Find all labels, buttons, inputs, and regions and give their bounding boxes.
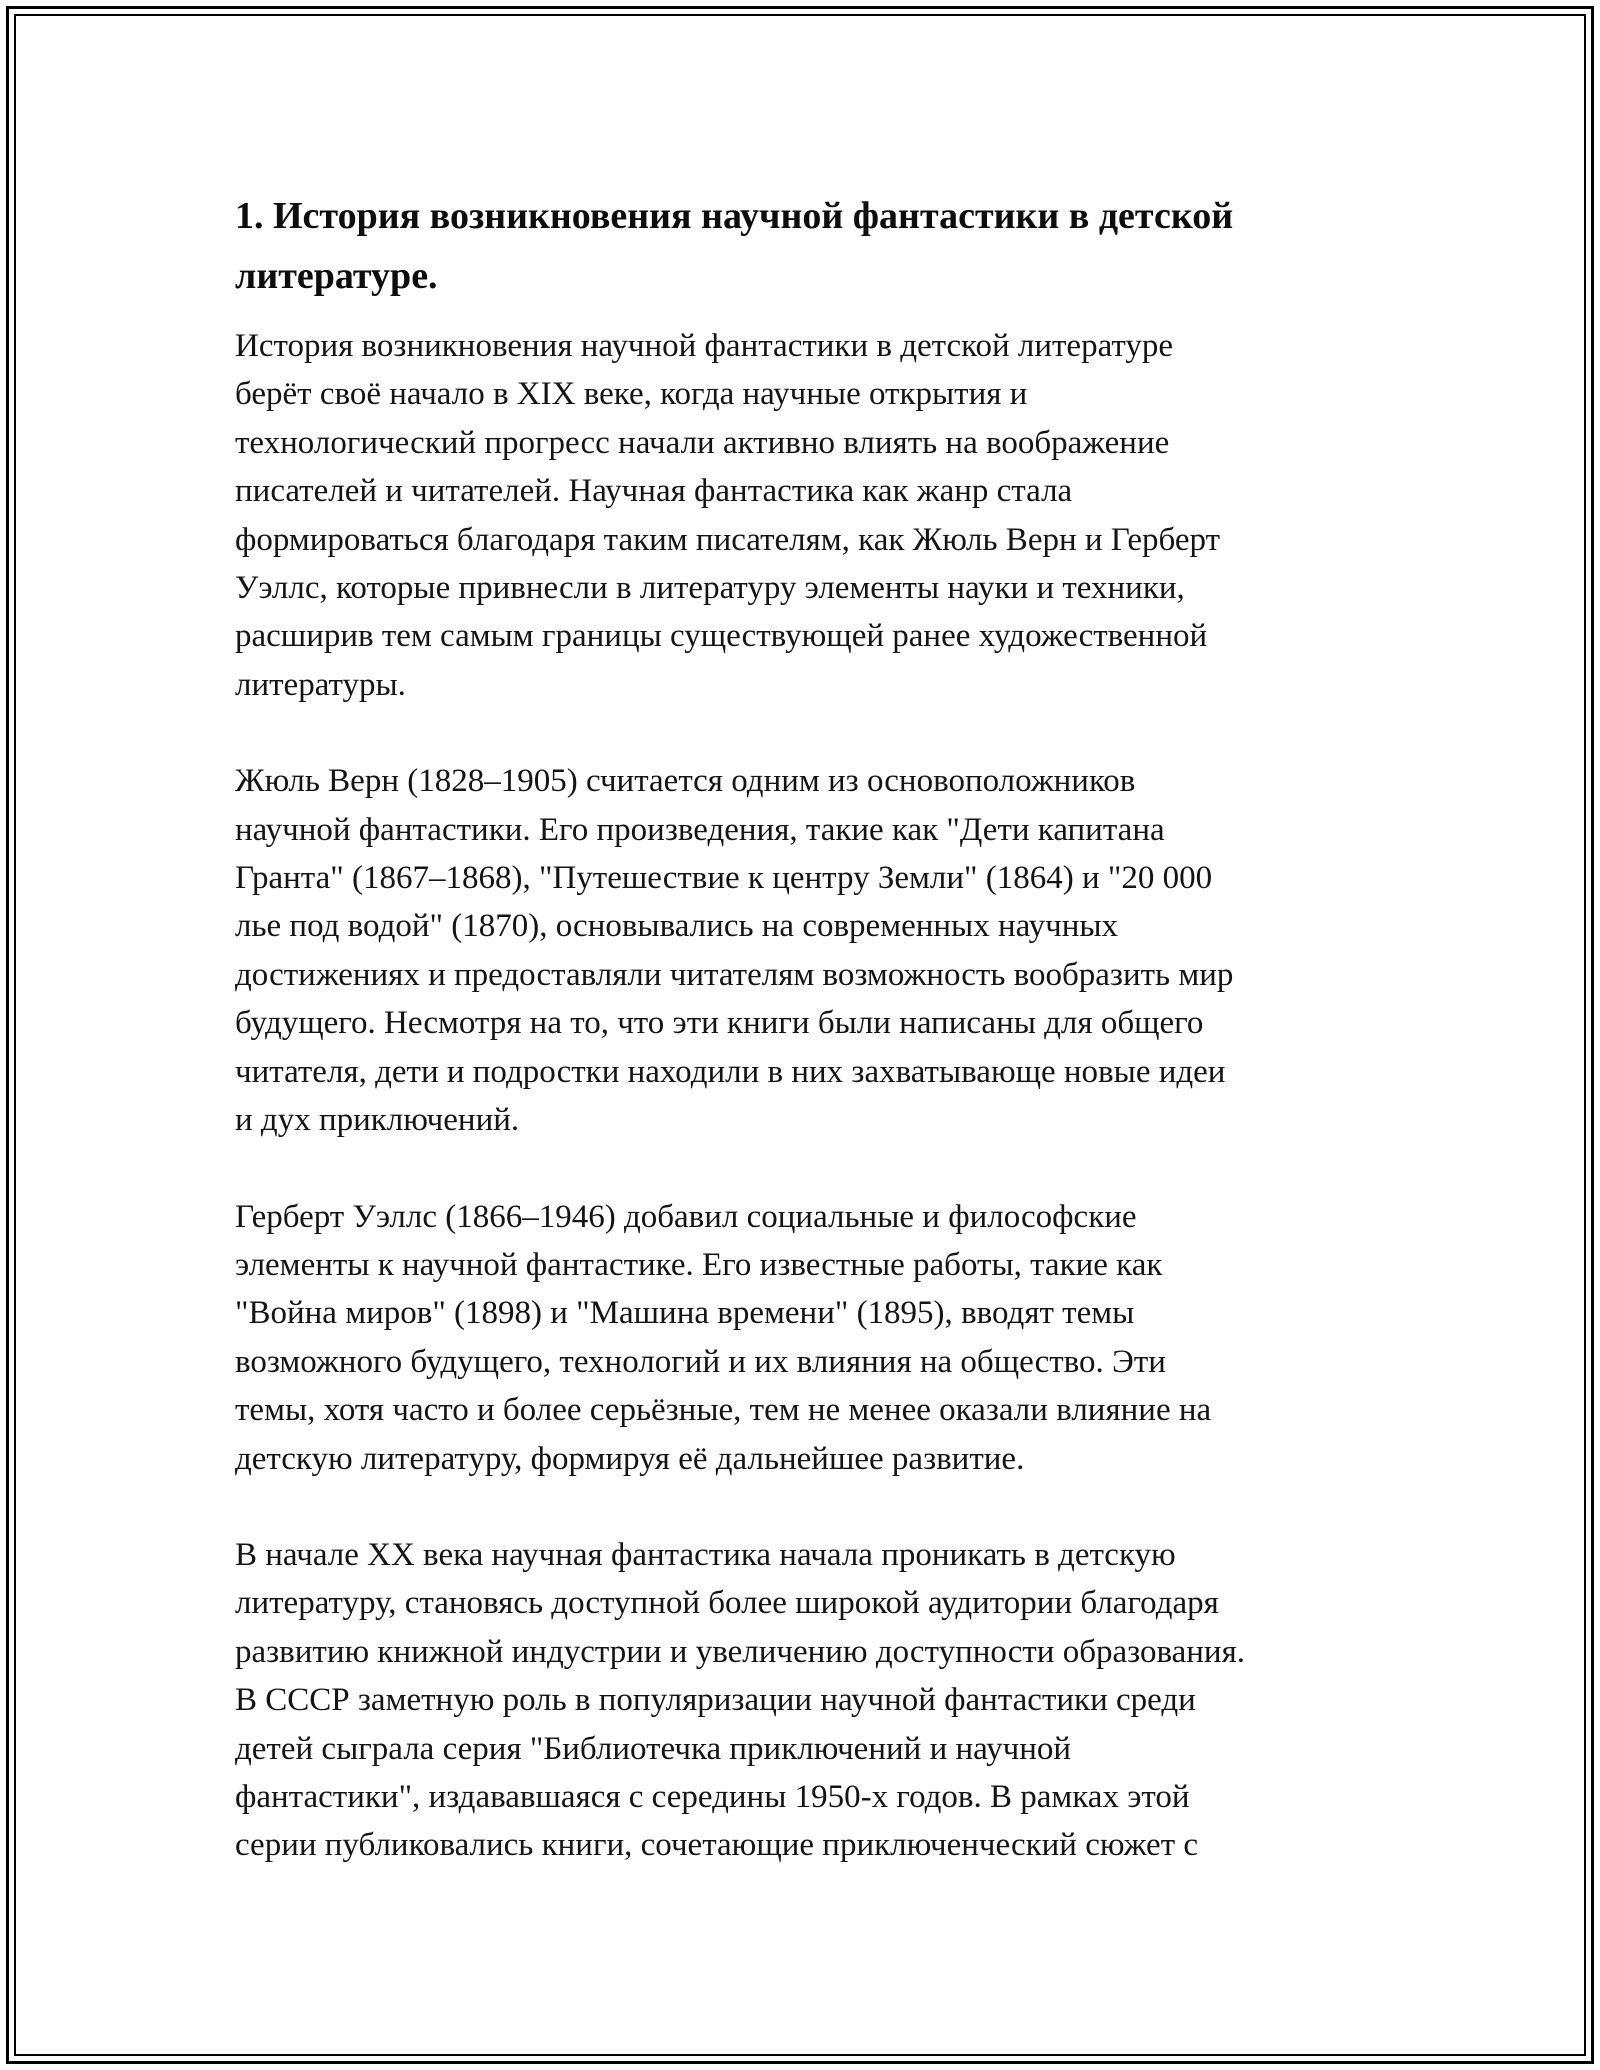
text-line: читателя, дети и подростки находили в них захватывающе новые идеи bbox=[235, 1053, 1226, 1090]
text-line: серии публиковались книги, сочетающие приключенческий сюжет с bbox=[235, 1827, 1199, 1864]
text-line: литературу, становясь доступной более широкой аудитории благодаря bbox=[235, 1585, 1219, 1622]
text-line: расширив тем самым границы существующей ранее художественной bbox=[235, 618, 1208, 655]
paragraph bbox=[235, 1193, 1365, 1483]
text-line: и дух приключений. bbox=[235, 1102, 520, 1139]
text-line: элементы к научной фантастике. Его известные работы, такие как bbox=[235, 1246, 1163, 1283]
paragraph bbox=[235, 757, 1365, 1144]
text-line: лье под водой" (1870), основывались на современных научных bbox=[235, 908, 1119, 945]
text-line: формироваться благодаря таким писателям, как Жюль Верн и Герберт bbox=[235, 521, 1220, 558]
text-line: технологический прогресс начали активно влиять на воображение bbox=[235, 424, 1170, 461]
paragraph bbox=[235, 322, 1365, 709]
heading-line: 1. История возникновения научной фантастики в детской bbox=[235, 195, 1234, 237]
text-line: Гранта" (1867–1868), "Путешествие к центру Земли" (1864) и "20 000 bbox=[235, 860, 1213, 897]
text-line: научной фантастики. Его произведения, такие как "Дети капитана bbox=[235, 811, 1165, 848]
text-line: литературы. bbox=[235, 666, 406, 703]
text-line: детскую литературу, формируя её дальнейшее развитие. bbox=[235, 1440, 1025, 1477]
text-line: Герберт Уэллс (1866–1946) добавил социальные и философские bbox=[235, 1198, 1137, 1235]
text-line: возможного будущего, технологий и их влияния на общество. Эти bbox=[235, 1343, 1166, 1380]
paragraph bbox=[235, 1531, 1365, 1870]
text-line: История возникновения научной фантастики в детской литературе bbox=[235, 328, 1174, 364]
text-line: Жюль Верн (1828–1905) считается одним из основоположников bbox=[235, 763, 1136, 800]
text-line: детей сыграла серия "Библиотечка приключений и научной bbox=[235, 1730, 1072, 1767]
text-line: В начале XX века научная фантастика начала проникать в детскую bbox=[235, 1536, 1176, 1573]
document-page bbox=[235, 186, 1365, 1918]
text-line: берёт своё начало в XIX веке, когда научные открытия и bbox=[235, 376, 1028, 413]
text-line: Уэллс, которые привнесли в литературу элементы науки и техники, bbox=[235, 570, 1185, 607]
text-line: писателей и читателей. Научная фантастика как жанр стала bbox=[235, 473, 1073, 510]
text-line: фантастики", издававшаяся с середины 1950-х годов. В рамках этой bbox=[235, 1778, 1190, 1815]
heading-line: литературе. bbox=[235, 255, 438, 297]
text-line: развитию книжной индустрии и увеличению доступности образования. bbox=[235, 1633, 1246, 1670]
text-line: "Война миров" (1898) и "Машина времени" (1895), вводят темы bbox=[235, 1295, 1135, 1332]
text-line: темы, хотя часто и более серьёзные, тем не менее оказали влияние на bbox=[235, 1392, 1212, 1429]
text-line: будущего. Несмотря на то, что эти книги были написаны для общего bbox=[235, 1005, 1204, 1042]
section-heading bbox=[235, 186, 1365, 306]
text-line: В СССР заметную роль в популяризации научной фантастики среди bbox=[235, 1682, 1196, 1719]
text-line: достижениях и предоставляли читателям возможность вообразить мир bbox=[235, 956, 1234, 993]
